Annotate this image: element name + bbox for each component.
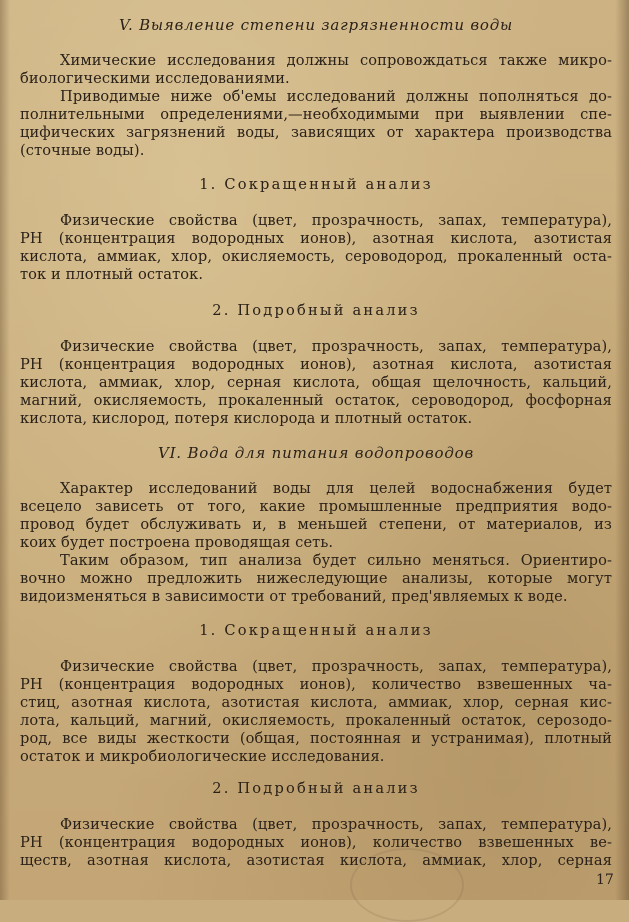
page-gutter-shadow [0, 0, 10, 900]
paragraph-line: лота, кальций, магний, окисляемость, прокаленный остаток, серозодо- [20, 712, 612, 729]
paragraph-line: кислота, аммиак, хлор, окисляемость, сероводород, прокаленный оста- [20, 248, 612, 265]
paragraph-line: стиц, азотная кислота, азотистая кислота, аммиак, хлор, серная кис- [20, 694, 612, 711]
paragraph-line: Физические свойства (цвет, прозрачность, запах, температура), [60, 212, 612, 229]
paragraph-line: биологическими исследованиями. [20, 70, 290, 87]
paragraph-line: РН (концентрация водородных ионов), азотная кислота, азотистая [20, 356, 612, 373]
paragraph-line: ток и плотный остаток. [20, 266, 204, 283]
section-5-detailed-analysis-heading: 2. Подробный анализ [212, 302, 420, 319]
paragraph-line: провод будет обслуживать и, в меньшей степени, от материалов, из [20, 516, 612, 533]
paragraph-line: кислота, кислород, потеря кислорода и плотный остаток. [20, 410, 473, 427]
paragraph-line: род, все виды жесткости (общая, постоянная и устранимая), плотный [20, 730, 612, 747]
paragraph-line: Физические свойства (цвет, прозрачность, запах, температура), [60, 338, 612, 355]
section-6-heading: VI. Вода для питания водопроводов [157, 444, 475, 462]
paragraph-line: РН (концентрация водородных ионов), азотная кислота, азотистая [20, 230, 612, 247]
section-6-detailed-analysis-heading: 2. Подробный анализ [212, 780, 420, 797]
section-5-short-analysis-heading: 1. Сокращенный анализ [199, 176, 433, 193]
paragraph-line: остаток и микробиологические исследования. [20, 748, 385, 765]
paragraph-line: Таким образом, тип анализа будет сильно меняться. Ориентиро- [60, 552, 612, 569]
page-number: 17 [596, 872, 614, 888]
paragraph-line: Характер исследований воды для целей водоснабжения будет [60, 480, 612, 497]
paragraph-line: Приводимые ниже об'емы исследований должны пополняться до- [60, 88, 612, 105]
paragraph-line: Физические свойства (цвет, прозрачность, запах, температура), [60, 816, 612, 833]
paragraph-line: кислота, аммиак, хлор, серная кислота, общая щелочность, кальций, [20, 374, 612, 391]
paragraph-line: видоизменяться в зависимости от требований, пред'являемых к воде. [20, 588, 568, 605]
paragraph-line: РН (концентрация водородных ионов), количество взвешенных ча- [20, 676, 612, 693]
paragraph-line: (сточные воды). [20, 142, 145, 159]
page-content [20, 0, 612, 900]
paragraph-line: РН (концентрация водородных ионов), количество взвешенных ве- [20, 834, 612, 851]
paragraph-line: магний, окисляемость, прокаленный остаток, сероводород, фосфорная [20, 392, 612, 409]
paragraph-line: цифических загрязнений воды, зависящих от характера производства [20, 124, 612, 141]
paragraph-line: всецело зависеть от того, какие промышленные предприятия водо- [20, 498, 612, 515]
section-5-heading: V. Выявление степени загрязненности воды [118, 16, 514, 34]
paragraph-line: Физические свойства (цвет, прозрачность, запах, температура), [60, 658, 612, 675]
paragraph-line: полнительными определениями,—необходимыми при выявлении спе- [20, 106, 612, 123]
page-edge-shadow [615, 0, 629, 900]
paragraph-line: вочно можно предложить нижеследующие анализы, которые могут [20, 570, 612, 587]
paragraph-line: ществ, азотная кислота, азотистая кислота, аммиак, хлор, серная [20, 852, 612, 869]
paragraph-line: коих будет построена проводящая сеть. [20, 534, 334, 551]
section-6-short-analysis-heading: 1. Сокращенный анализ [199, 622, 433, 639]
paragraph-line: Химические исследования должны сопровождаться также микро- [60, 52, 612, 69]
